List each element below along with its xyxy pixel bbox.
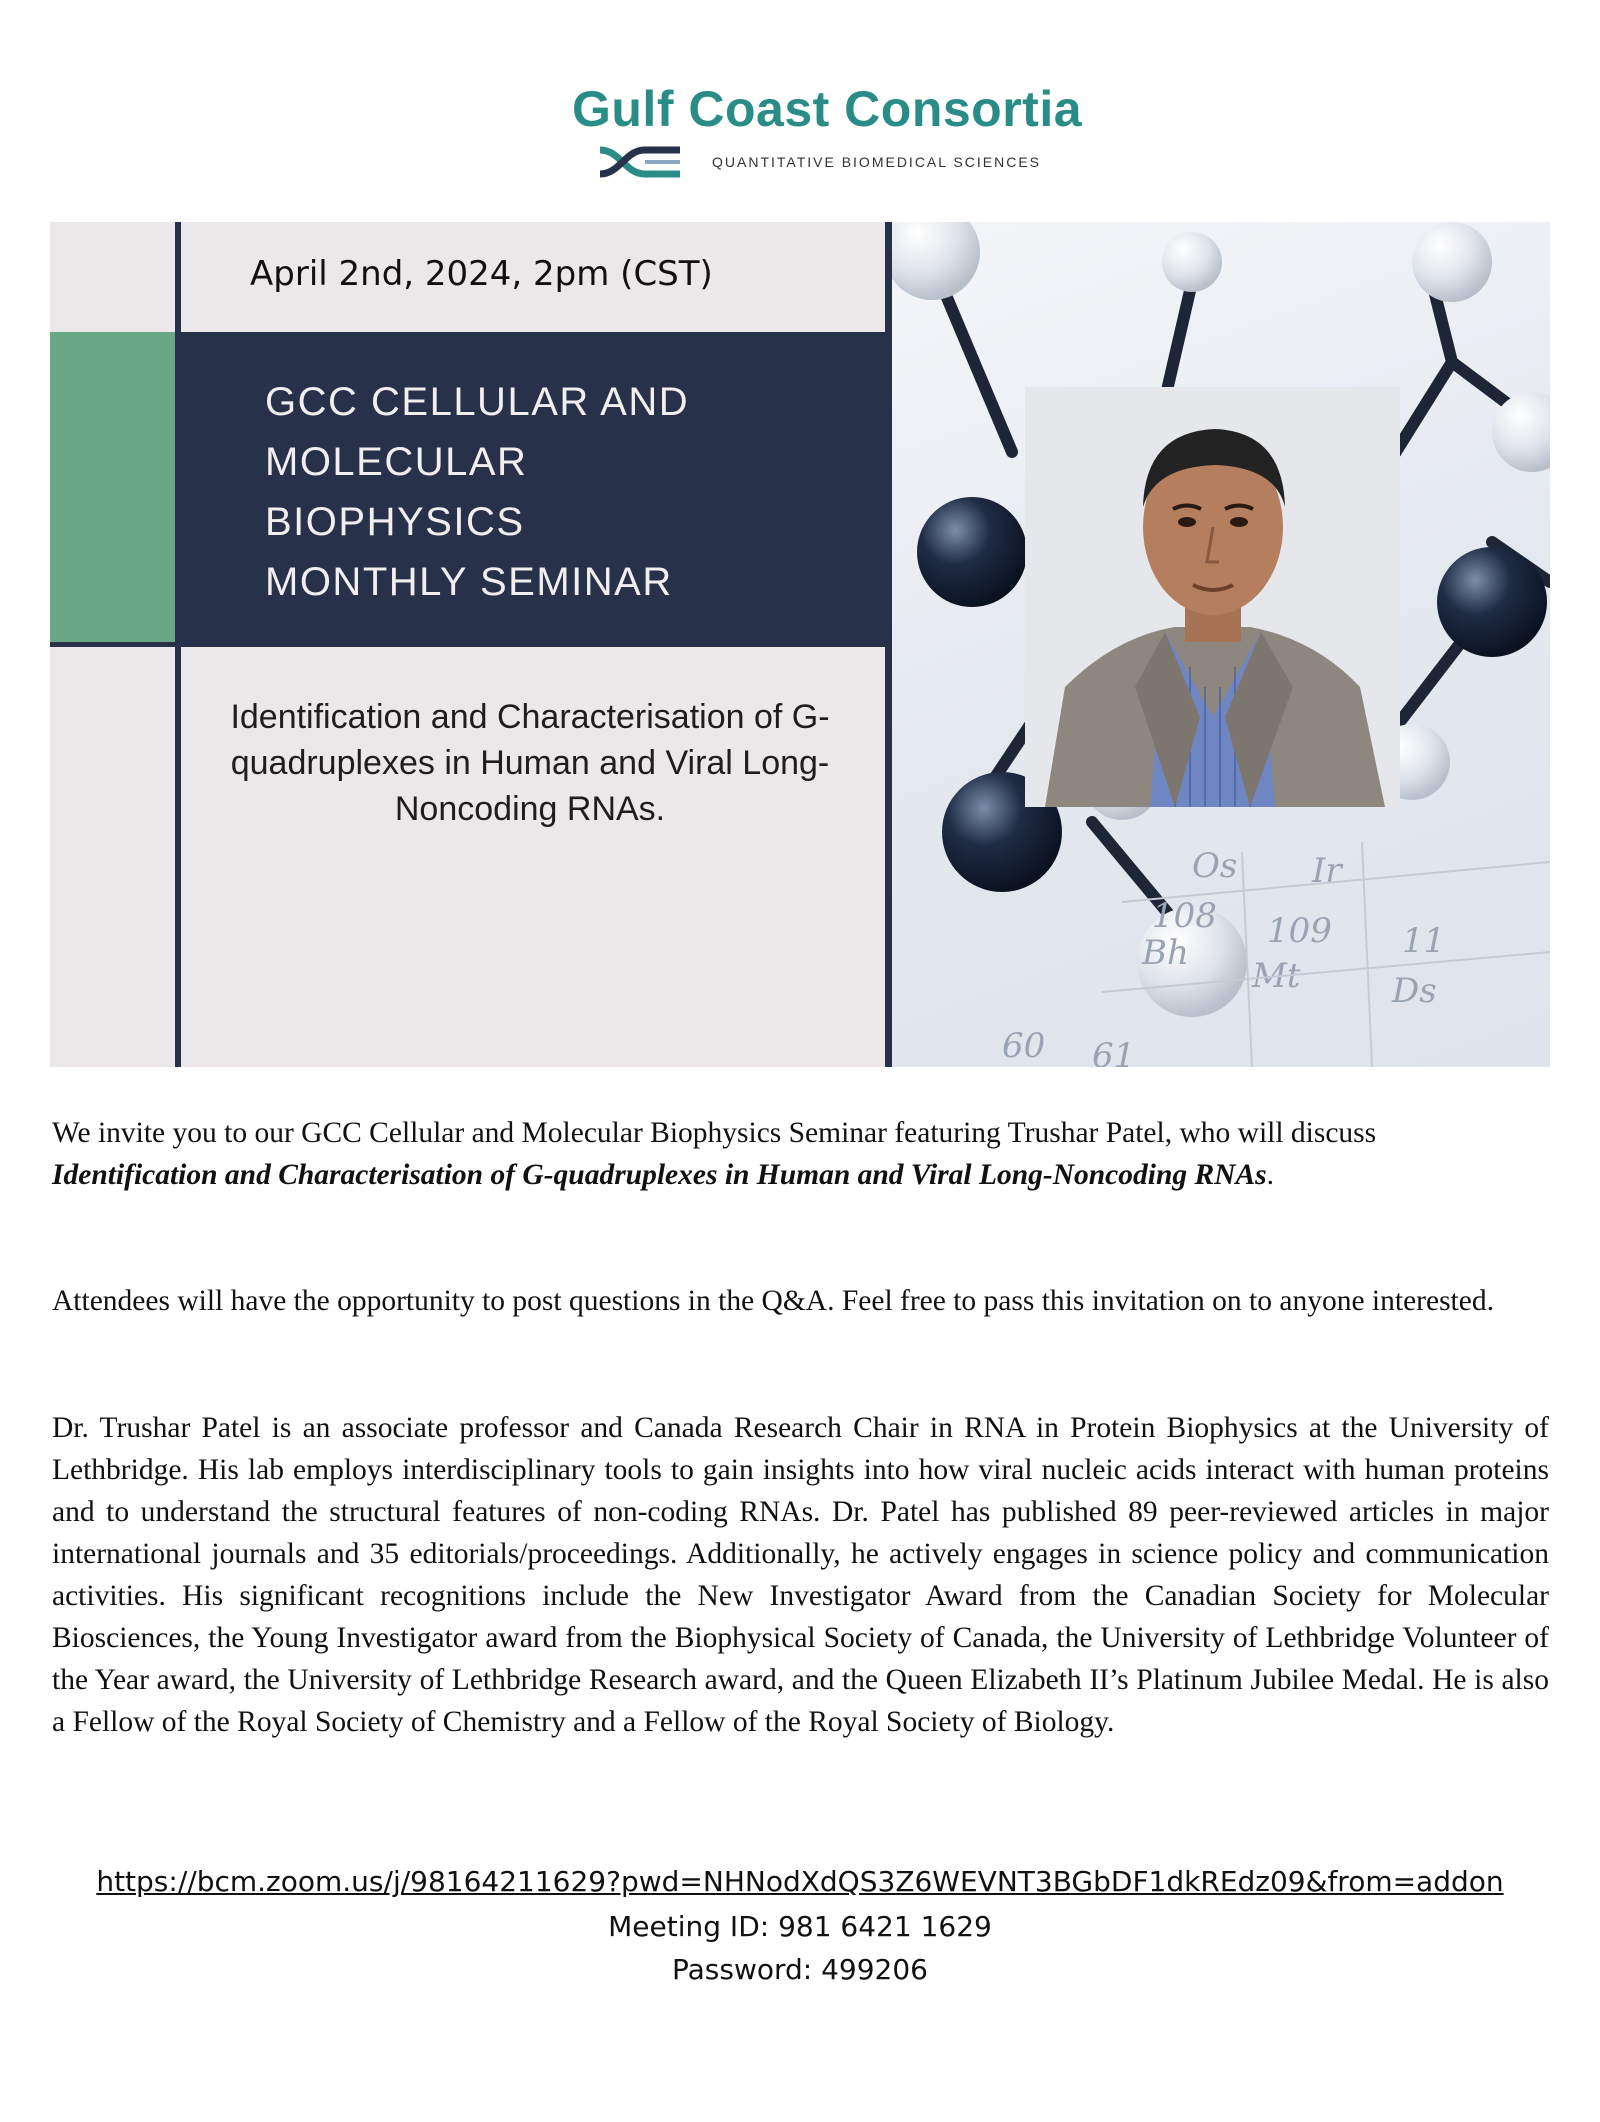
banner-horizontal-line: [50, 642, 892, 647]
periodic-label: 11: [1402, 921, 1446, 961]
green-accent-block: [50, 332, 175, 642]
periodic-label: 109: [1267, 911, 1332, 951]
speaker-photo: [1025, 387, 1400, 807]
invitation-paragraph: [52, 1112, 1549, 1196]
series-title-line: BIOPHYSICS: [265, 500, 525, 544]
meeting-password: Password: 499206: [671, 1953, 928, 1986]
periodic-label: 108: [1152, 896, 1217, 936]
series-title-line: GCC CELLULAR AND: [265, 380, 690, 424]
invitation-end: .: [1266, 1159, 1275, 1191]
periodic-label: 60: [1002, 1026, 1046, 1066]
talk-title: Identification and Characterisation of G-quadruplexes in Human and Viral Long-Noncoding RNAs.: [230, 698, 830, 828]
periodic-label: 61: [1092, 1036, 1136, 1067]
invitation-talk-title: Identification and Characterisation of G-quadruplexes in Human and Viral Long-Noncoding RNAs: [52, 1159, 1267, 1191]
invitation-intro: We invite you to our GCC Cellular and Molecular Biophysics Seminar featuring Trushar Patel, who will discuss: [52, 1117, 1377, 1149]
zoom-meeting-link[interactable]: https://bcm.zoom.us/j/98164211629?pwd=NHNodXdQS3Z6WEVNT3BGbDF1dkREdz09&from=addon: [96, 1865, 1504, 1898]
series-title-line: MOLECULAR: [265, 440, 528, 484]
periodic-label: Bh: [1142, 933, 1189, 973]
logo-title: Gulf Coast Consortia: [572, 81, 1083, 137]
periodic-label: Ds: [1392, 971, 1437, 1011]
logo-subtitle: QUANTITATIVE BIOMEDICAL SCIENCES: [712, 154, 1042, 170]
speaker-portrait-illustration: [1025, 387, 1400, 807]
periodic-label: Ir: [1312, 851, 1342, 891]
periodic-label: Mt: [1252, 956, 1301, 996]
helix-logo-icon: [600, 142, 680, 182]
series-title-line: MONTHLY SEMINAR: [265, 560, 673, 604]
seminar-date: April 2nd, 2024, 2pm (CST): [250, 254, 713, 294]
seminar-banner: [50, 222, 1550, 1067]
speaker-bio-paragraph: Dr. Trushar Patel is an associate professor and Canada Research Chair in RNA in Protein Biophysics at the University of Lethbridge. His lab employs interdisciplinary tools to gain insights into how viral nucleic acids interact with human proteins and to understand the structural features of non-coding RNAs. Dr. Patel has published 89 peer-reviewed articles in major international journals and 35 editorials/proceedings. Additionally, he actively engages in science policy and communication activities. His significant recognitions include the New Investigator Award from the Canadian Society for Molecular Biosciences, the Young Investigator award from the Biophysical Society of Canada, the University of Lethbridge Volunteer of the Year award, the University of Lethbridge Research award, and the Queen Elizabeth II’s Platinum Jubilee Medal. He is also a Fellow of the Royal Society of Chemistry and a Fellow of the Royal Society of Biology.: [52, 1412, 1549, 1738]
periodic-label: Os: [1192, 846, 1238, 886]
attendees-paragraph: Attendees will have the opportunity to post questions in the Q&A. Feel free to pass this invitation on to anyone interested.: [52, 1285, 1494, 1317]
series-title: [265, 372, 689, 612]
meeting-id: Meeting ID: 981 6421 1629: [608, 1910, 992, 1943]
gcc-logo: [570, 80, 1083, 180]
